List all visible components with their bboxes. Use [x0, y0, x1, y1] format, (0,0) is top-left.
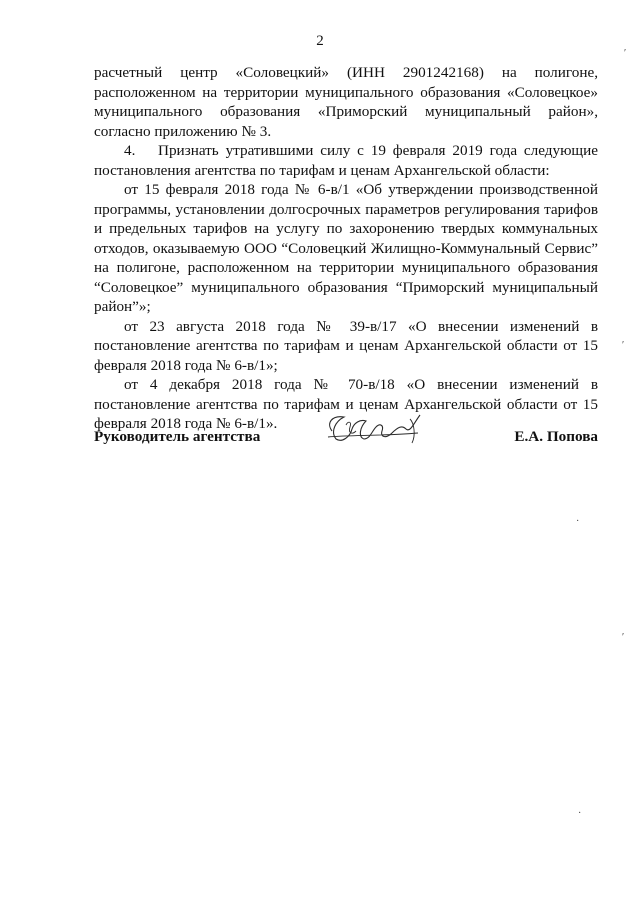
- item-4-text: Признать утратившими силу с 19 февраля 2019 года следующие постановления агентства по тарифам и ценам Архангельской области:: [94, 142, 598, 179]
- scan-speck: ′: [622, 340, 625, 351]
- signature-block: [94, 409, 598, 449]
- page-number: 2: [316, 33, 324, 49]
- scan-speck: ·: [578, 808, 582, 819]
- item-number: 4.: [124, 142, 136, 159]
- scan-speck: ′: [624, 48, 627, 59]
- paragraph-decree-6-v-1: от 15 февраля 2018 года № 6-в/1 «Об утверждении производственной программы, установлении долгосрочных параметров регулирования тарифов и предельных тарифов на услугу по захоронению твердых коммунальных отходов, оказываемую ООО “Соловецкий Жилищно-Коммунальный Сервис” на полигоне, расположенном на территории муниципального образования “Соловецкое” муниципального образования “Приморский муниципальный район”»;: [94, 181, 598, 315]
- scan-speck: ′: [622, 632, 625, 643]
- document-body: [94, 63, 598, 434]
- handwritten-signature: [322, 409, 432, 449]
- scan-speck: ·: [576, 516, 580, 527]
- signatory-name: Е.А. Попова: [514, 428, 598, 445]
- paragraph-continuation: расчетный центр «Соловецкий» (ИНН 2901242168) на полигоне, расположенном на территории муниципального образования «Соловецкое» муниципального образования «Приморский муниципальный район», согласно приложению № 3.: [94, 64, 598, 140]
- paragraph-decree-70-v-18: от 4 декабря 2018 года № 70-в/18 «О внесении изменений в постановление агентства по тарифам и ценам Архангельской области от 15 февраля 2018 года № 6-в/1».: [94, 376, 598, 432]
- paragraph-item-4: [94, 141, 598, 180]
- signatory-title: Руководитель агентства: [94, 428, 261, 445]
- paragraph-decree-39-v-17: от 23 августа 2018 года № 39-в/17 «О внесении изменений в постановление агентства по тарифам и ценам Архангельской области от 15 февраля 2018 года № 6-в/1»;: [94, 317, 598, 374]
